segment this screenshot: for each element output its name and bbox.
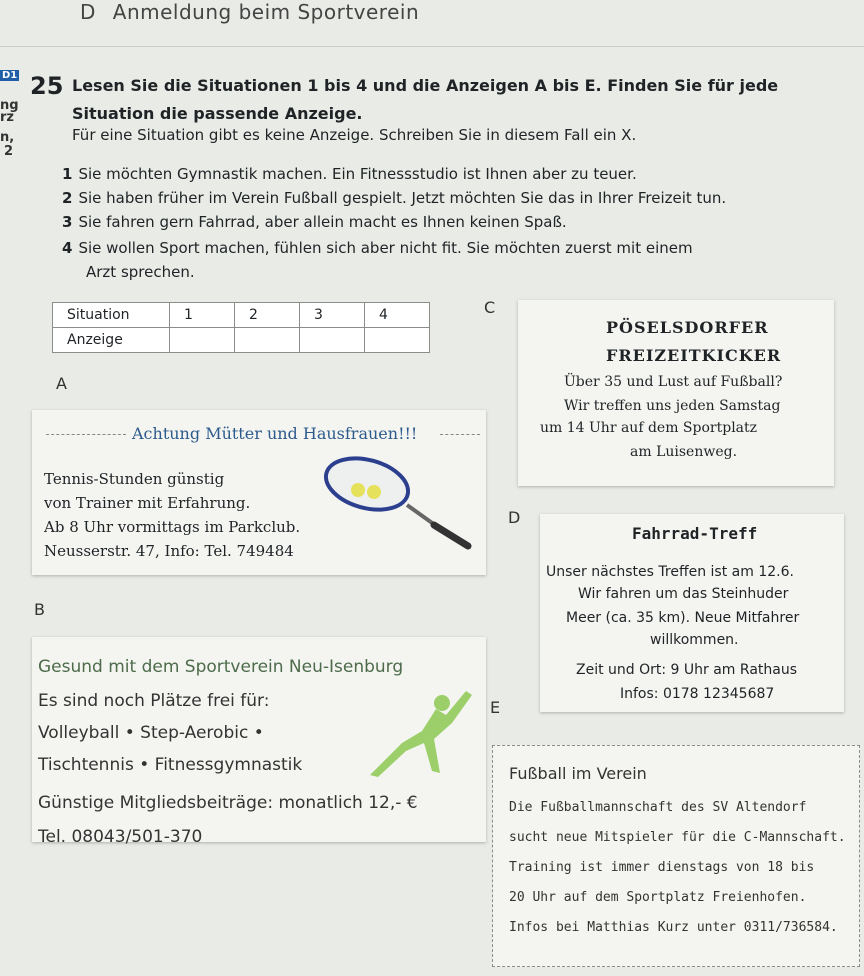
table-cell: 2 [235, 303, 300, 328]
ad-e-line-4: 20 Uhr auf dem Sportplatz Freienhofen. [509, 890, 807, 905]
ad-c [518, 300, 834, 486]
page-header [80, 0, 419, 24]
ad-a-divider-right [440, 434, 480, 435]
ad-c-line-1: Über 35 und Lust auf Fußball? [564, 374, 783, 390]
ad-d [540, 514, 844, 712]
ad-d-line-3: Meer (ca. 35 km). Neue Mitfahrer [566, 610, 800, 626]
exercise-number: 25 [30, 72, 64, 100]
situation-3: 3 Sie fahren gern Fahrrad, aber allein macht es Ihnen keinen Spaß. [62, 213, 567, 231]
margin-text-1: ng [0, 98, 19, 113]
ad-c-line-4: am Luisenweg. [630, 444, 738, 460]
header-divider [0, 46, 864, 47]
table-cell: 1 [170, 303, 235, 328]
ad-a-divider-left [46, 434, 126, 435]
ad-d-line-5: Zeit und Ort: 9 Uhr am Rathaus [576, 662, 798, 678]
table-header-situation: Situation [53, 303, 170, 328]
ad-b-line-4: Tischtennis • Fitnessgymnastik [38, 755, 303, 775]
ad-a [32, 410, 486, 575]
situation-4: 4 Sie wollen Sport machen, fühlen sich aber nicht fit. Sie möchten zuerst mit einem [62, 239, 693, 257]
ad-e-line-5: Infos bei Matthias Kurz unter 0311/736584. [509, 920, 838, 935]
ad-c-line-2: Wir treffen uns jeden Samstag [564, 398, 781, 414]
ad-c-title-2: FREIZEITKICKER [606, 346, 782, 365]
exercise-instruction-1: Lesen Sie die Situationen 1 bis 4 und die Anzeigen A bis E. Finden Sie für jede [72, 76, 779, 95]
margin-badge: D1 [2, 70, 18, 81]
ad-b-line-2: Es sind noch Plätze frei für: [38, 691, 270, 711]
ad-a-line-4: Neusserstr. 47, Info: Tel. 749484 [44, 542, 294, 560]
ad-d-line-2: Wir fahren um das Steinhuder [578, 586, 789, 602]
ad-b-line-6: Tel. 08043/501-370 [38, 827, 203, 847]
ad-b-line-5: Günstige Mitgliedsbeiträge: monatlich 12,- € [38, 793, 418, 813]
margin-text-4: 2 [4, 144, 14, 159]
ad-b [32, 637, 486, 847]
ad-e-line-1: Die Fußballmannschaft des SV Altendorf [509, 800, 807, 815]
ad-b-line-3: Volleyball • Step-Aerobic • [38, 723, 264, 743]
exercise-instruction-2: Situation die passende Anzeige. [72, 104, 363, 123]
ad-e-letter: E [490, 698, 501, 717]
answer-table [52, 302, 430, 353]
table-row-anzeige [53, 328, 430, 353]
header-title: Anmeldung beim Sportverein [112, 0, 420, 24]
ad-c-line-3: um 14 Uhr auf dem Sportplatz [540, 420, 758, 436]
ad-a-letter: A [56, 374, 67, 393]
answer-cell-2[interactable] [235, 328, 300, 353]
ad-e [492, 745, 860, 967]
answer-cell-4[interactable] [365, 328, 430, 353]
tennis-racket-icon [322, 450, 472, 550]
ad-e-title: Fußball im Verein [509, 764, 647, 783]
table-cell: 4 [365, 303, 430, 328]
ad-a-title: Achtung Mütter und Hausfrauen!!! [132, 424, 418, 443]
ad-d-line-6: Infos: 0178 12345687 [620, 686, 775, 702]
answer-cell-1[interactable] [170, 328, 235, 353]
answer-cell-3[interactable] [300, 328, 365, 353]
exercise-instruction-3: Für eine Situation gibt es keine Anzeige. Schreiben Sie in diesem Fall ein X. [72, 126, 637, 144]
header-letter: D [80, 0, 96, 24]
situation-2: 2 Sie haben früher im Verein Fußball gespielt. Jetzt möchten Sie das in Ihrer Freizeit tun. [62, 189, 727, 207]
ad-c-letter: C [484, 298, 496, 317]
ad-c-title-1: PÖSELSDORFER [606, 318, 769, 337]
ad-e-line-2: sucht neue Mitspieler für die C-Mannschaft. [509, 830, 846, 845]
margin-text-2: rz [0, 110, 14, 125]
ad-a-line-2: von Trainer mit Erfahrung. [44, 494, 251, 512]
ad-a-line-1: Tennis-Stunden günstig [44, 470, 225, 488]
ad-b-line-1: Gesund mit dem Sportverein Neu-Isenburg [38, 657, 404, 677]
margin-text-3: n, [0, 130, 15, 145]
table-header-anzeige: Anzeige [53, 328, 170, 353]
ad-b-letter: B [34, 600, 45, 619]
ad-d-letter: D [508, 508, 521, 527]
table-cell: 3 [300, 303, 365, 328]
ad-d-line-4: willkommen. [650, 632, 739, 648]
table-row-situation [53, 303, 430, 328]
ad-a-line-3: Ab 8 Uhr vormittags im Parkclub. [44, 518, 301, 536]
ad-d-title: Fahrrad-Treff [632, 524, 758, 543]
situation-4-cont: Arzt sprechen. [86, 263, 195, 281]
ad-e-line-3: Training ist immer dienstags von 18 bis [509, 860, 815, 875]
gymnastics-figure-icon [362, 683, 482, 783]
ad-d-line-1: Unser nächstes Treffen ist am 12.6. [546, 564, 794, 580]
situation-1: 1 Sie möchten Gymnastik machen. Ein Fitnessstudio ist Ihnen aber zu teuer. [62, 165, 637, 183]
